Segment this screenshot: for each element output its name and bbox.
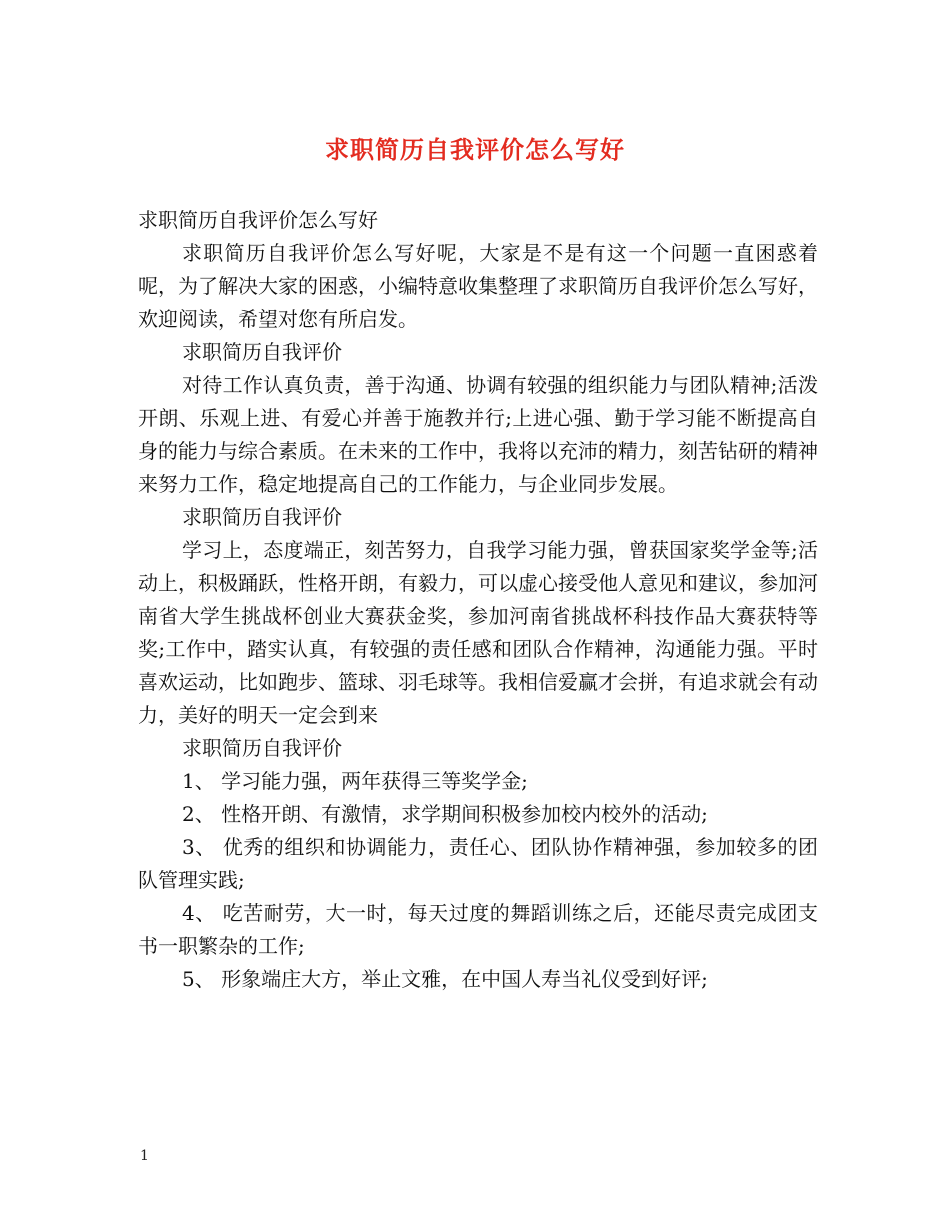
evaluation-paragraph-2: 学习上，态度端正，刻苦努力，自我学习能力强，曾获国家奖学金等;活动上，积极踊跃，性格开朗，有毅力，可以虚心接受他人意见和建议，参加河南省大学生挑战杯创业大赛获金奖，参加河南省挑战杯科技作品大赛获特等奖;工作中，踏实认真，有较强的责任感和团队合作精神，沟通能力强。平时喜欢运动，比如跑步、篮球、羽毛球等。我相信爱赢才会拼，有追求就会有动力，美好的明天一定会到来: [138, 538, 818, 727]
document-title: 求职简历自我评价怎么写好: [325, 135, 625, 164]
list-item-2: 2、 性格开朗、有激情，求学期间积极参加校内校外的活动;: [182, 802, 708, 826]
list-item-1: 1、 学习能力强，两年获得三等奖学金;: [182, 769, 528, 793]
section-heading-3: 求职简历自我评价: [182, 736, 342, 760]
section-heading-2: 求职简历自我评价: [182, 505, 342, 529]
list-item-5: 5、 形象端庄大方，举止文雅，在中国人寿当礼仪受到好评;: [182, 967, 708, 991]
list-item-4: 4、 吃苦耐劳，大一时，每天过度的舞蹈训练之后，还能尽责完成团支书一职繁杂的工作;: [138, 901, 818, 958]
section-heading-1: 求职简历自我评价: [182, 340, 342, 364]
list-item-3: 3、 优秀的组织和协调能力，责任心、团队协作精神强，参加较多的团队管理实践;: [138, 835, 818, 892]
document-body: [138, 204, 818, 996]
page-number: 1: [140, 1148, 149, 1164]
evaluation-paragraph-1: 对待工作认真负责，善于沟通、协调有较强的组织能力与团队精神;活泼开朗、乐观上进、有爱心并善于施教并行;上进心强、勤于学习能不断提高自身的能力与综合素质。在未来的工作中，我将以充沛的精力，刻苦钻研的精神来努力工作，稳定地提高自己的工作能力，与企业同步发展。: [138, 373, 818, 496]
intro-paragraph: 求职简历自我评价怎么写好呢，大家是不是有这一个问题一直困惑着呢，为了解决大家的困惑，小编特意收集整理了求职简历自我评价怎么写好，欢迎阅读，希望对您有所启发。: [138, 241, 818, 331]
subtitle-paragraph: 求职简历自我评价怎么写好: [138, 208, 378, 232]
